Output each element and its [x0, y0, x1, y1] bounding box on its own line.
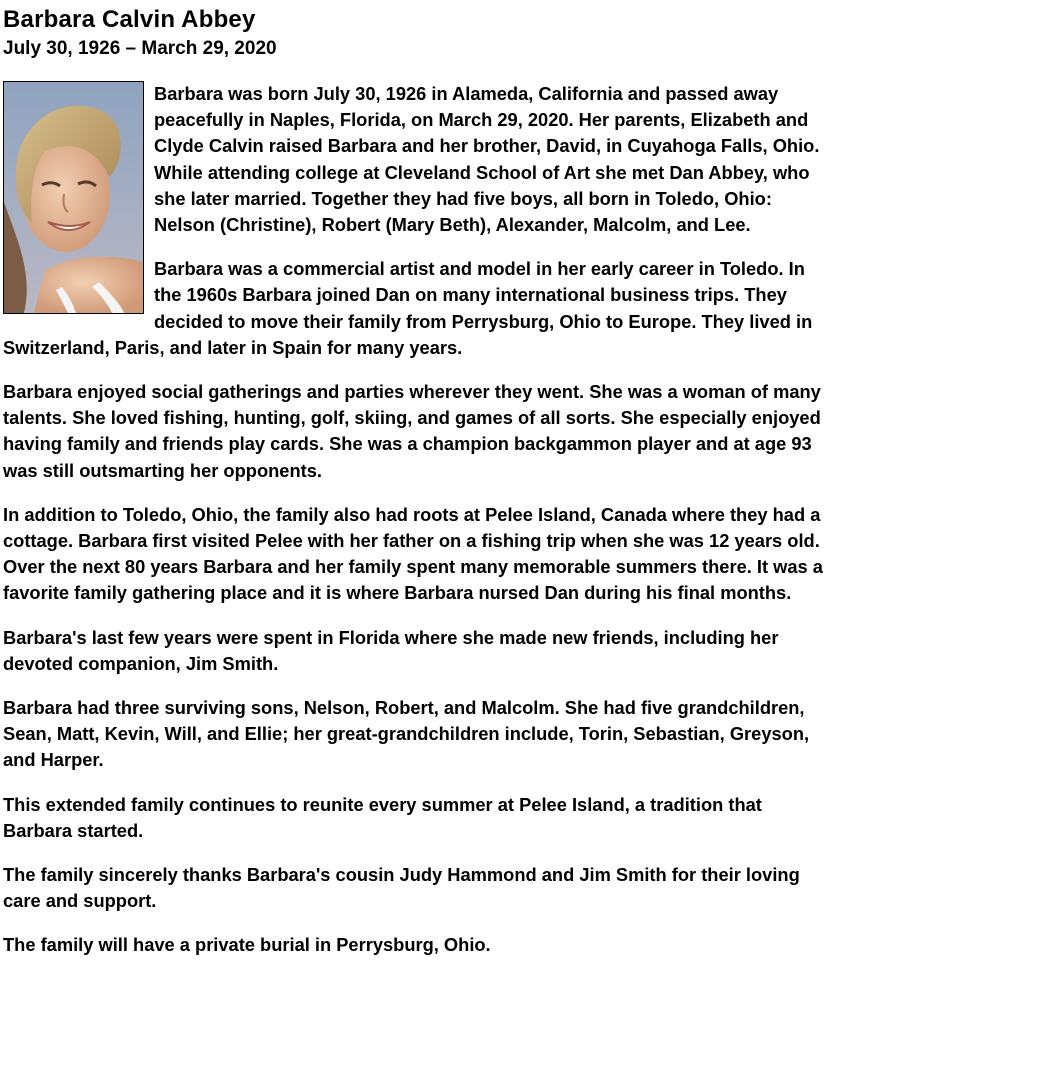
- paragraph-4: In addition to Toledo, Ohio, the family also had roots at Pelee Island, Canada where they had a cottage. Barbara first visited Pelee with her father on a fishing trip when she was 12 years old. Over the next 80 years Barbara and her family spent many memorable summers there. It was a favorite family gathering place and it is where Barbara nursed Dan during his final months.: [3, 503, 823, 604]
- paragraph-1: Barbara was born July 30, 1926 in Alameda, California and passed away peacefully in Naples, Florida, on March 29, 2020. Her parents, Elizabeth and Clyde Calvin raised Barbara and her brother, David, in Cuyahoga Falls, Ohio. While attending college at Cleveland School of Art she met Dan Abbey, who she later married. Together they had five boys, all born in Toledo, Ohio: Nelson (Christine), Robert (Mary Beth), Alexander, Malcolm, and Lee.: [154, 83, 820, 236]
- paragraph-9: The family will have a private burial in Perrysburg, Ohio.: [3, 934, 491, 956]
- obituary-body: [3, 81, 823, 959]
- life-dates: July 30, 1926 – March 29, 2020: [3, 38, 277, 59]
- obituary-page: [3, 6, 823, 977]
- paragraph-8: The family sincerely thanks Barbara's cousin Judy Hammond and Jim Smith for their loving care and support.: [3, 864, 800, 912]
- paragraph-6: Barbara had three surviving sons, Nelson, Robert, and Malcolm. She had five grandchildren, Sean, Matt, Kevin, Will, and Ellie; her great-grandchildren include, Torin, Sebastian, Greyson, and Harper.: [3, 697, 810, 771]
- paragraph-2: Barbara was a commercial artist and model in her early career in Toledo. In the 1960s Barbara joined Dan on many international business trips. They decided to move their family from Perrysburg, Ohio to Europe. They lived in Switzerland, Paris, and later in Spain for many years.: [3, 258, 813, 358]
- paragraph-5: Barbara's last few years were spent in Florida where she made new friends, including her devoted companion, Jim Smith.: [3, 626, 779, 674]
- paragraph-7: This extended family continues to reunite every summer at Pelee Island, a tradition that Barbara started.: [3, 793, 762, 841]
- paragraph-3: Barbara enjoyed social gatherings and parties wherever they went. She was a woman of many talents. She loved fishing, hunting, golf, skiing, and games of all sorts. She especially enjoyed having family and friends play cards. She was a champion backgammon player and at age 93 was still outsmarting her opponents.: [3, 381, 821, 481]
- page-title: Barbara Calvin Abbey: [3, 6, 256, 33]
- portrait-illustration: [4, 82, 143, 313]
- portrait-photo: [3, 81, 144, 314]
